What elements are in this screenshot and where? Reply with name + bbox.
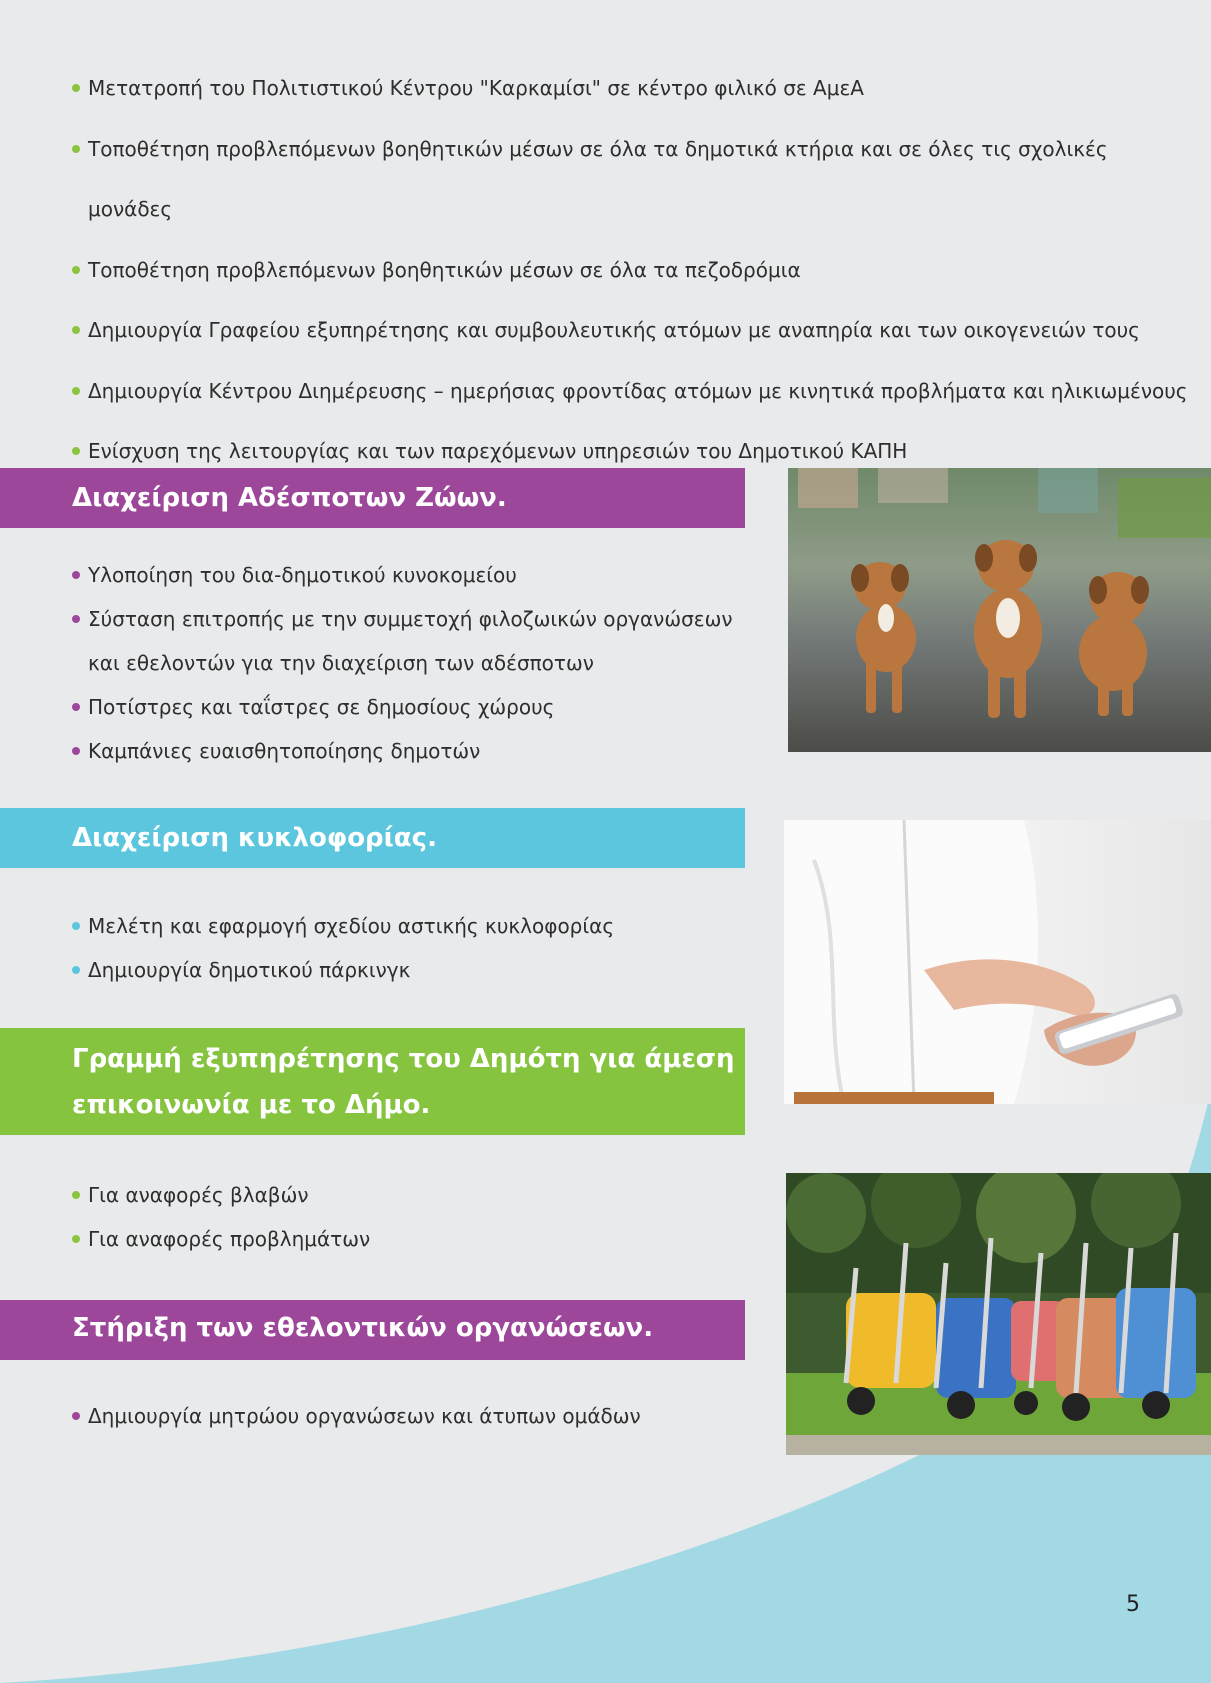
section-heading-text: Στήριξη των εθελοντικών οργανώσεων. (72, 1313, 654, 1343)
traffic-list (72, 904, 752, 992)
volunteers-list (72, 1394, 752, 1438)
accessibility-list (72, 58, 1192, 482)
list-item: Υλοποίηση του δια-δημοτικού κυνοκομείου (72, 553, 752, 597)
list-item: Δημιουργία δημοτικού πάρκινγκ (72, 948, 752, 992)
list-item: Δημιουργία μητρώου οργανώσεων και άτυπων ομάδων (72, 1394, 752, 1438)
section-heading-text: Διαχείριση κυκλοφορίας. (72, 823, 437, 853)
list-item: Ποτίστρες και ταΐστρες σε δημοσίους χώρους (72, 685, 752, 729)
page-number: 5 (1126, 1592, 1140, 1617)
section-heading-text: Διαχείριση Αδέσποτων Ζώων. (72, 483, 507, 513)
section-heading-text-line1: Γραμμή εξυπηρέτησης του Δημότη για άμεση (72, 1044, 735, 1074)
list-item: Για αναφορές προβλημάτων (72, 1217, 752, 1261)
list-item: Δημιουργία Κέντρου Διημέρευσης – ημερήσιας φροντίδας ατόμων με κινητικά προβλήματα και ηλικιωμένους (72, 361, 1192, 422)
list-item: Καμπάνιες ευαισθητοποίησης δημοτών (72, 729, 752, 773)
section-heading-hotline (0, 1028, 745, 1135)
wheelbarrows-photo (786, 1173, 1211, 1455)
list-item: Σύσταση επιτροπής με την συμμετοχή φιλοζωικών οργανώσεων και εθελοντών για την διαχείριση των αδέσποτων (72, 597, 752, 685)
phone-photo (784, 820, 1211, 1104)
puppies-photo (788, 468, 1211, 752)
section-heading-volunteers (0, 1300, 745, 1360)
animals-list (72, 553, 752, 773)
section-heading-text-line2: επικοινωνία με το Δήμο. (72, 1090, 431, 1120)
section-heading-traffic (0, 808, 745, 868)
list-item: Τοποθέτηση προβλεπόμενων βοηθητικών μέσων σε όλα τα πεζοδρόμια (72, 240, 1192, 301)
list-item: Μετατροπή του Πολιτιστικού Κέντρου "Καρκαμίσι" σε κέντρο φιλικό σε ΑμεΑ (72, 58, 1192, 119)
hotline-list (72, 1173, 752, 1261)
list-item: Τοποθέτηση προβλεπόμενων βοηθητικών μέσων σε όλα τα δημοτικά κτήρια και σε όλες τις σχολικές μονάδες (72, 119, 1192, 240)
list-item: Για αναφορές βλαβών (72, 1173, 752, 1217)
list-item: Ενίσχυση της λειτουργίας και των παρεχόμενων υπηρεσιών του Δημοτικού ΚΑΠΗ (72, 421, 1192, 482)
section-heading-animals (0, 468, 745, 528)
list-item: Μελέτη και εφαρμογή σχεδίου αστικής κυκλοφορίας (72, 904, 752, 948)
list-item: Δημιουργία Γραφείου εξυπηρέτησης και συμβουλευτικής ατόμων με αναπηρία και των οικογενειών τους (72, 300, 1192, 361)
